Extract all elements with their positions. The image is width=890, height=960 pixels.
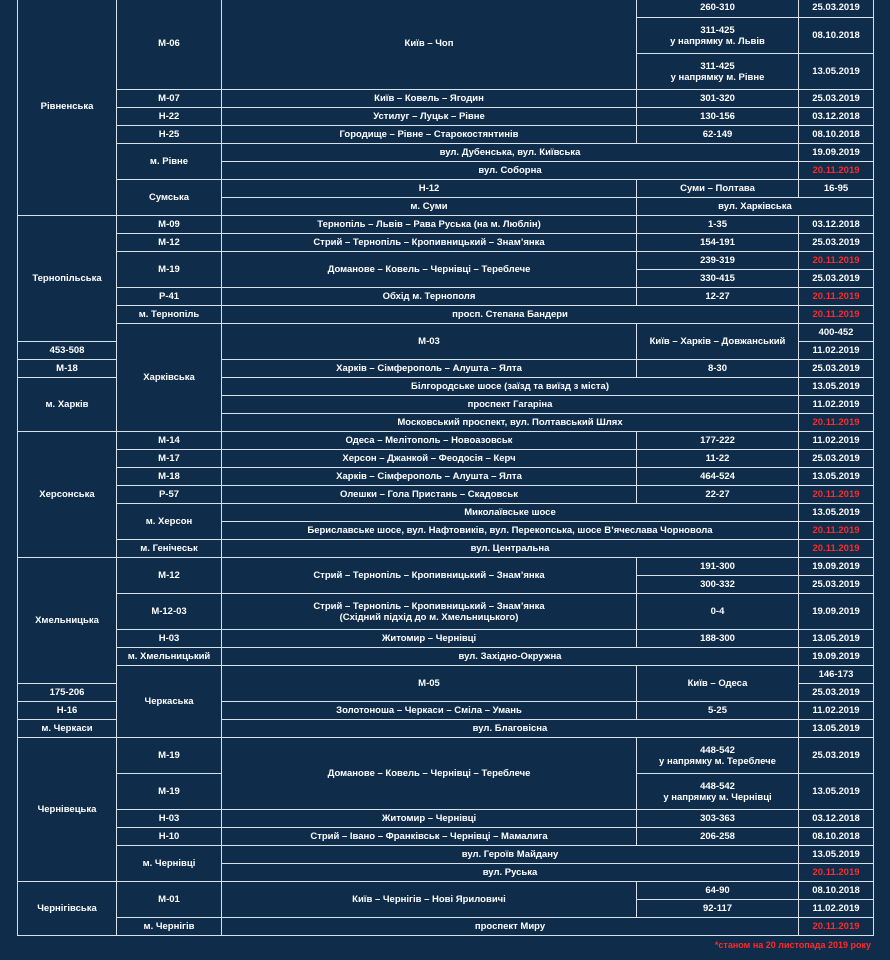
table-cell: 13.05.2019 bbox=[799, 630, 874, 648]
table-cell: 400-452 bbox=[799, 324, 874, 342]
table-cell: 11.02.2019 bbox=[799, 900, 874, 918]
table-cell: 175-206 bbox=[18, 684, 117, 702]
table-row bbox=[18, 450, 874, 468]
table-cell: 08.10.2018 bbox=[799, 828, 874, 846]
table-cell: 19.09.2019 bbox=[799, 594, 874, 630]
table-row bbox=[18, 234, 874, 252]
table-cell: 191-300 bbox=[637, 558, 799, 576]
table-cell: М-14 bbox=[117, 432, 222, 450]
table-cell: 20.11.2019 bbox=[799, 522, 874, 540]
table-cell: 20.11.2019 bbox=[799, 306, 874, 324]
table-cell: 303-363 bbox=[637, 810, 799, 828]
table-cell: Херсонська bbox=[18, 432, 117, 558]
table-cell: М-17 bbox=[117, 450, 222, 468]
table-cell: вул. Руська bbox=[222, 864, 799, 882]
table-cell: 20.11.2019 bbox=[799, 288, 874, 306]
table-cell: 13.05.2019 bbox=[799, 774, 874, 810]
table-cell: вул. Героїв Майдану bbox=[222, 846, 799, 864]
table-cell: 20.11.2019 bbox=[799, 486, 874, 504]
table-cell: 20.11.2019 bbox=[799, 918, 874, 936]
table-cell: 25.03.2019 bbox=[799, 450, 874, 468]
table-cell: 03.12.2018 bbox=[799, 216, 874, 234]
table-row bbox=[18, 432, 874, 450]
table-cell: просп. Степана Бандери bbox=[222, 306, 799, 324]
table-cell: Московський проспект, вул. Полтавський Шлях bbox=[222, 414, 799, 432]
table-cell: Житомир – Чернівці bbox=[222, 630, 637, 648]
table-cell: 300-332 bbox=[637, 576, 799, 594]
table-cell: М-12-03 bbox=[117, 594, 222, 630]
table-cell: Стрий – Івано – Франківськ – Чернівці – Мамалига bbox=[222, 828, 637, 846]
table-cell: Н-03 bbox=[117, 810, 222, 828]
table-cell: Херсон – Джанкой – Феодосія – Керч bbox=[222, 450, 637, 468]
table-cell: 5-25 bbox=[637, 702, 799, 720]
table-cell: проспект Миру bbox=[222, 918, 799, 936]
table-cell: 453-508 bbox=[18, 342, 117, 360]
table-cell: м. Чернігів bbox=[117, 918, 222, 936]
table-cell: 311-425 у напрямку м. Рівне bbox=[637, 54, 799, 90]
table-cell: 464-524 bbox=[637, 468, 799, 486]
table-cell: проспект Гагаріна bbox=[222, 396, 799, 414]
table-cell: М-09 bbox=[117, 216, 222, 234]
table-cell: Хмельницька bbox=[18, 558, 117, 684]
table-cell: 188-300 bbox=[637, 630, 799, 648]
table-cell: м. Харків bbox=[18, 378, 117, 432]
table-cell: 301-320 bbox=[637, 90, 799, 108]
table-row bbox=[18, 666, 874, 684]
table-row bbox=[18, 846, 874, 864]
table-cell: Київ – Чернігів – Нові Яриловичі bbox=[222, 882, 637, 918]
table-row bbox=[18, 504, 874, 522]
table-cell: 08.10.2018 bbox=[799, 882, 874, 900]
table-cell: м. Черкаси bbox=[18, 720, 117, 738]
table-cell: Доманове – Ковель – Чернівці – Тереблече bbox=[222, 738, 637, 810]
table-cell: 13.05.2019 bbox=[799, 846, 874, 864]
table-cell: 19.09.2019 bbox=[799, 648, 874, 666]
table-row bbox=[18, 288, 874, 306]
table-row bbox=[18, 630, 874, 648]
table-cell: 1-35 bbox=[637, 216, 799, 234]
table-cell: 92-117 bbox=[637, 900, 799, 918]
table-cell: 13.05.2019 bbox=[799, 468, 874, 486]
table-cell: 260-310 bbox=[637, 0, 799, 18]
table-cell: 11.02.2019 bbox=[799, 396, 874, 414]
table-cell: Білгородське шосе (заїзд та виїзд з міста) bbox=[222, 378, 799, 396]
table-cell: Н-12 bbox=[222, 180, 637, 198]
table-row bbox=[18, 486, 874, 504]
table-cell: Житомир – Чернівці bbox=[222, 810, 637, 828]
table-cell: Стрий – Тернопіль – Кропивницький – Знам’янка bbox=[222, 234, 637, 252]
table-cell: Сумська bbox=[117, 180, 222, 216]
table-cell: 177-222 bbox=[637, 432, 799, 450]
table-cell: 20.11.2019 bbox=[799, 414, 874, 432]
table-cell: 25.03.2019 bbox=[799, 684, 874, 702]
table-row bbox=[18, 882, 874, 900]
table-row bbox=[18, 306, 874, 324]
table-cell: Київ – Ковель – Ягодин bbox=[222, 90, 637, 108]
table-row bbox=[18, 540, 874, 558]
table-cell: Н-25 bbox=[117, 126, 222, 144]
table-row bbox=[18, 918, 874, 936]
table-cell: м. Рівне bbox=[117, 144, 222, 180]
table-cell: Олешки – Гола Пристань – Скадовськ bbox=[222, 486, 637, 504]
table-cell: 25.03.2019 bbox=[799, 738, 874, 774]
table-row bbox=[18, 0, 874, 18]
table-cell: 62-149 bbox=[637, 126, 799, 144]
table-body bbox=[18, 0, 874, 936]
table-row bbox=[18, 324, 874, 342]
table-cell: 154-191 bbox=[637, 234, 799, 252]
table-cell: Бериславське шосе, вул. Нафтовиків, вул. Перекопська, шосе В’ячеслава Чорновола bbox=[222, 522, 799, 540]
table-row bbox=[18, 810, 874, 828]
table-cell: Київ – Харків – Довжанський bbox=[637, 324, 799, 360]
table-cell: 8-30 bbox=[637, 360, 799, 378]
table-cell: 25.03.2019 bbox=[799, 360, 874, 378]
table-cell: 13.05.2019 bbox=[799, 378, 874, 396]
table-row bbox=[18, 468, 874, 486]
table-cell: 03.12.2018 bbox=[799, 810, 874, 828]
table-cell: 311-425 у напрямку м. Львів bbox=[637, 18, 799, 54]
table-cell: Миколаївське шосе bbox=[222, 504, 799, 522]
table-cell: Суми – Полтава bbox=[637, 180, 799, 198]
table-cell: 20.11.2019 bbox=[799, 540, 874, 558]
table-cell: 64-90 bbox=[637, 882, 799, 900]
table-cell: м. Суми bbox=[222, 198, 637, 216]
table-row bbox=[18, 738, 874, 774]
table-cell: Черкаська bbox=[117, 666, 222, 738]
table-cell: М-07 bbox=[117, 90, 222, 108]
table-cell: 13.05.2019 bbox=[799, 54, 874, 90]
table-cell: м. Генічеськ bbox=[117, 540, 222, 558]
table-cell: М-06 bbox=[117, 0, 222, 90]
table-cell: 11-22 bbox=[637, 450, 799, 468]
table-cell: 03.12.2018 bbox=[799, 108, 874, 126]
table-cell: 19.09.2019 bbox=[799, 144, 874, 162]
table-cell: 0-4 bbox=[637, 594, 799, 630]
table-cell: Городище – Рівне – Старокостянтинів bbox=[222, 126, 637, 144]
table-cell: Р-41 bbox=[117, 288, 222, 306]
table-cell: Харків – Сімферополь – Алушта – Ялта bbox=[222, 468, 637, 486]
table-cell: вул. Центральна bbox=[222, 540, 799, 558]
table-row bbox=[18, 648, 874, 666]
table-cell: 20.11.2019 bbox=[799, 864, 874, 882]
table-cell: Харків – Сімферополь – Алушта – Ялта bbox=[222, 360, 637, 378]
table-cell: Одеса – Мелітополь – Новоазовськ bbox=[222, 432, 637, 450]
table-cell: Харківська bbox=[117, 324, 222, 432]
footnote: *станом на 20 листопада 2019 року bbox=[714, 940, 871, 950]
table-cell: Стрий – Тернопіль – Кропивницький – Знам’янка (Східний підхід до м. Хмельницького) bbox=[222, 594, 637, 630]
table-row bbox=[18, 126, 874, 144]
table-cell: М-12 bbox=[117, 234, 222, 252]
table-cell: м. Херсон bbox=[117, 504, 222, 540]
table-cell: Н-03 bbox=[117, 630, 222, 648]
table-cell: вул. Соборна bbox=[222, 162, 799, 180]
table-cell: 13.05.2019 bbox=[799, 504, 874, 522]
table-cell: Н-10 bbox=[117, 828, 222, 846]
table-cell: Н-22 bbox=[117, 108, 222, 126]
table-cell: Чернівецька bbox=[18, 738, 117, 882]
table-cell: Стрий – Тернопіль – Кропивницький – Знам’янка bbox=[222, 558, 637, 594]
table-cell: М-19 bbox=[117, 252, 222, 288]
table-cell: М-19 bbox=[117, 774, 222, 810]
table-cell: 13.05.2019 bbox=[799, 720, 874, 738]
table-cell: М-12 bbox=[117, 558, 222, 594]
table-cell: вул. Західно-Окружна bbox=[222, 648, 799, 666]
table-cell: М-18 bbox=[18, 360, 117, 378]
table-cell: 146-173 bbox=[799, 666, 874, 684]
table-cell: 330-415 bbox=[637, 270, 799, 288]
table-cell: 25.03.2019 bbox=[799, 234, 874, 252]
table-cell: м. Хмельницький bbox=[117, 648, 222, 666]
table-cell: 22-27 bbox=[637, 486, 799, 504]
table-cell: 11.02.2019 bbox=[799, 342, 874, 360]
table-row bbox=[18, 252, 874, 270]
table-cell: вул. Дубенська, вул. Київська bbox=[222, 144, 799, 162]
table-cell: М-18 bbox=[117, 468, 222, 486]
table-cell: м. Тернопіль bbox=[117, 306, 222, 324]
table-cell: 11.02.2019 bbox=[799, 432, 874, 450]
table-row bbox=[18, 144, 874, 162]
table-cell: 239-319 bbox=[637, 252, 799, 270]
table-cell: Р-57 bbox=[117, 486, 222, 504]
table-cell: Доманове – Ковель – Чернівці – Тереблече bbox=[222, 252, 637, 288]
table-cell: Чернігівська bbox=[18, 882, 117, 936]
table-cell: М-03 bbox=[222, 324, 637, 360]
table-row bbox=[18, 558, 874, 576]
table-cell: 08.10.2018 bbox=[799, 126, 874, 144]
table-cell: М-01 bbox=[117, 882, 222, 918]
table-cell: 25.03.2019 bbox=[799, 270, 874, 288]
table-cell: Устилуг – Луцьк – Рівне bbox=[222, 108, 637, 126]
table-cell: 206-258 bbox=[637, 828, 799, 846]
table-cell: М-19 bbox=[117, 738, 222, 774]
table-cell: 20.11.2019 bbox=[799, 162, 874, 180]
table-row bbox=[18, 828, 874, 846]
table-cell: 11.02.2019 bbox=[799, 702, 874, 720]
table-cell: Тернопільська bbox=[18, 216, 117, 342]
table-cell: 25.03.2019 bbox=[799, 0, 874, 18]
table-cell: Тернопіль – Львів – Рава Руська (на м. Люблін) bbox=[222, 216, 637, 234]
table-cell: Рівненська bbox=[18, 0, 117, 216]
table-cell: 448-542 у напрямку м. Тереблече bbox=[637, 738, 799, 774]
table-cell: 12-27 bbox=[637, 288, 799, 306]
table-cell: 130-156 bbox=[637, 108, 799, 126]
table-cell: 20.11.2019 bbox=[799, 252, 874, 270]
table-cell: Н-16 bbox=[18, 702, 117, 720]
table-cell: 448-542 у напрямку м. Чернівці bbox=[637, 774, 799, 810]
table-cell: вул. Харківська bbox=[637, 198, 874, 216]
table-row bbox=[18, 108, 874, 126]
table-cell: Обхід м. Тернополя bbox=[222, 288, 637, 306]
table-row bbox=[18, 216, 874, 234]
table-cell: м. Чернівці bbox=[117, 846, 222, 882]
table-row bbox=[18, 594, 874, 630]
table-cell: Київ – Одеса bbox=[637, 666, 799, 702]
table-cell: 19.09.2019 bbox=[799, 558, 874, 576]
table-cell: Київ – Чоп bbox=[222, 0, 637, 90]
table-cell: 25.03.2019 bbox=[799, 576, 874, 594]
table-cell: М-05 bbox=[222, 666, 637, 702]
table-cell: 08.10.2018 bbox=[799, 18, 874, 54]
table-row bbox=[18, 180, 874, 198]
table-cell: 16-95 bbox=[799, 180, 874, 198]
road-repair-table bbox=[17, 0, 874, 936]
table-cell: Золотоноша – Черкаси – Сміла – Умань bbox=[222, 702, 637, 720]
table-cell: 25.03.2019 bbox=[799, 90, 874, 108]
table-cell: вул. Благовісна bbox=[222, 720, 799, 738]
table-row bbox=[18, 90, 874, 108]
